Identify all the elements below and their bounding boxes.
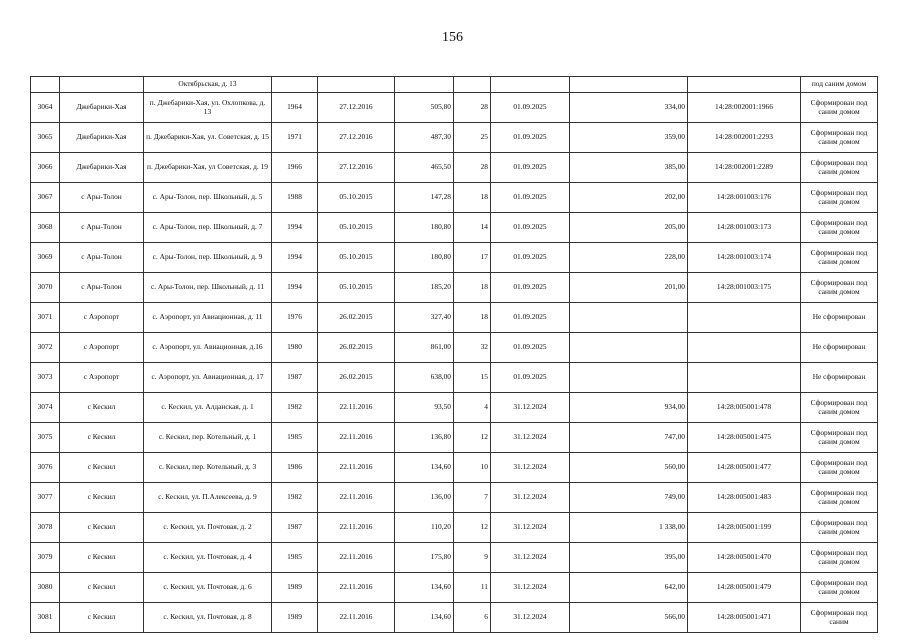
record-date-cell: 05.10.2015 <box>318 273 395 303</box>
area-cell: 505,80 <box>395 93 454 123</box>
cadastral-number-cell: 14:28:002001:1966 <box>688 93 801 123</box>
record-date-cell: 05.10.2015 <box>318 183 395 213</box>
address-cell: с. Ары-Толон, пер. Школьный, д. 11 <box>144 273 272 303</box>
row-number: 3067 <box>31 183 60 213</box>
year-built-cell: 1986 <box>272 453 318 483</box>
cadastral-number-cell: 14:28:001003:174 <box>688 243 801 273</box>
table-row <box>31 153 878 183</box>
deadline-date-cell: 01.09.2025 <box>491 183 570 213</box>
address-cell: с. Кескил, ул. Почтовая, д. 8 <box>144 603 272 633</box>
address-cell: с. Ары-Толон, пер. Школьный, д. 7 <box>144 213 272 243</box>
count-cell: 6 <box>454 603 491 633</box>
land-value-cell: 202,00 <box>570 183 688 213</box>
table-row <box>31 573 878 603</box>
row-number: 3069 <box>31 243 60 273</box>
land-value-cell: 560,00 <box>570 453 688 483</box>
address-cell: с. Аэропорт, ул Авиационная, д. 11 <box>144 303 272 333</box>
record-date-cell: 26.02.2015 <box>318 303 395 333</box>
locality-cell: с Кескил <box>60 393 144 423</box>
area-cell: 327,40 <box>395 303 454 333</box>
land-status-cell: Сформирован под саним домом <box>801 243 878 273</box>
locality-cell: Джебарики-Хая <box>60 123 144 153</box>
deadline-date-cell: 01.09.2025 <box>491 333 570 363</box>
land-value-cell: 359,00 <box>570 123 688 153</box>
table-row <box>31 183 878 213</box>
record-date-cell: 27.12.2016 <box>318 153 395 183</box>
land-value-cell: 747,00 <box>570 423 688 453</box>
deadline-date-cell: 31.12.2024 <box>491 603 570 633</box>
area-cell: 110,20 <box>395 513 454 543</box>
land-status-cell: Не сформирован <box>801 333 878 363</box>
locality-cell <box>60 77 144 93</box>
row-number: 3072 <box>31 333 60 363</box>
area-cell: 136,00 <box>395 483 454 513</box>
deadline-date-cell <box>491 77 570 93</box>
table-row <box>31 543 878 573</box>
locality-cell: с Кескил <box>60 423 144 453</box>
table-body <box>31 77 878 633</box>
record-date-cell: 22.11.2016 <box>318 393 395 423</box>
cadastral-number-cell <box>688 333 801 363</box>
deadline-date-cell: 01.09.2025 <box>491 123 570 153</box>
cadastral-number-cell: 14:28:005001:471 <box>688 603 801 633</box>
count-cell: 18 <box>454 183 491 213</box>
record-date-cell: 22.11.2016 <box>318 543 395 573</box>
locality-cell: с Ары-Толон <box>60 213 144 243</box>
count-cell: 25 <box>454 123 491 153</box>
record-date-cell: 26.02.2015 <box>318 363 395 393</box>
year-built-cell: 1976 <box>272 303 318 333</box>
locality-cell: с Кескил <box>60 453 144 483</box>
table-row <box>31 603 878 633</box>
area-cell: 487,30 <box>395 123 454 153</box>
row-number: 3080 <box>31 573 60 603</box>
locality-cell: с Аэропорт <box>60 363 144 393</box>
record-date-cell: 22.11.2016 <box>318 573 395 603</box>
address-cell: Октябрьская, д. 13 <box>144 77 272 93</box>
cadastral-number-cell: 14:28:005001:483 <box>688 483 801 513</box>
housing-registry-table <box>30 76 878 633</box>
land-value-cell <box>570 333 688 363</box>
cadastral-number-cell <box>688 363 801 393</box>
table-row <box>31 453 878 483</box>
count-cell: 17 <box>454 243 491 273</box>
record-date-cell: 26.02.2015 <box>318 333 395 363</box>
land-status-cell: Не сформирован <box>801 303 878 333</box>
year-built-cell: 1988 <box>272 183 318 213</box>
land-value-cell: 642,00 <box>570 573 688 603</box>
count-cell: 12 <box>454 423 491 453</box>
row-number: 3078 <box>31 513 60 543</box>
cadastral-number-cell: 14:28:005001:477 <box>688 453 801 483</box>
row-number: 3068 <box>31 213 60 243</box>
count-cell: 28 <box>454 153 491 183</box>
land-value-cell: 1 338,00 <box>570 513 688 543</box>
row-number: 3074 <box>31 393 60 423</box>
address-cell: п. Джебарики-Хая, ул. Советская, д. 15 <box>144 123 272 153</box>
cadastral-number-cell: 14:28:002001:2293 <box>688 123 801 153</box>
locality-cell: Джебарики-Хая <box>60 153 144 183</box>
table-row <box>31 273 878 303</box>
row-number: 3071 <box>31 303 60 333</box>
count-cell: 28 <box>454 93 491 123</box>
locality-cell: с Ары-Толон <box>60 273 144 303</box>
address-cell: с. Ары-Толон, пер. Школьный, д. 5 <box>144 183 272 213</box>
area-cell: 185,20 <box>395 273 454 303</box>
count-cell: 12 <box>454 513 491 543</box>
deadline-date-cell: 31.12.2024 <box>491 513 570 543</box>
address-cell: с. Кескил, ул. Алданская, д. 1 <box>144 393 272 423</box>
record-date-cell: 05.10.2015 <box>318 243 395 273</box>
row-number <box>31 77 60 93</box>
area-cell <box>395 77 454 93</box>
area-cell: 134,60 <box>395 453 454 483</box>
table-row <box>31 363 878 393</box>
row-number: 3070 <box>31 273 60 303</box>
locality-cell: с Аэропорт <box>60 303 144 333</box>
year-built-cell: 1987 <box>272 513 318 543</box>
cadastral-number-cell: 14:28:001003:175 <box>688 273 801 303</box>
table-row <box>31 243 878 273</box>
cadastral-number-cell: 14:28:001003:176 <box>688 183 801 213</box>
record-date-cell <box>318 77 395 93</box>
cadastral-number-cell: 14:28:005001:470 <box>688 543 801 573</box>
cadastral-number-cell <box>688 77 801 93</box>
land-value-cell: 749,00 <box>570 483 688 513</box>
year-built-cell: 1982 <box>272 483 318 513</box>
record-date-cell: 22.11.2016 <box>318 453 395 483</box>
area-cell: 175,80 <box>395 543 454 573</box>
deadline-date-cell: 01.09.2025 <box>491 303 570 333</box>
address-cell: с. Кескил, ул. Почтовая, д. 4 <box>144 543 272 573</box>
deadline-date-cell: 31.12.2024 <box>491 483 570 513</box>
land-status-cell: Сформирован под саним домом <box>801 93 878 123</box>
page-number: 156 <box>442 30 463 45</box>
year-built-cell: 1982 <box>272 393 318 423</box>
land-status-cell: Сформирован под саним домом <box>801 153 878 183</box>
cadastral-number-cell: 14:28:005001:475 <box>688 423 801 453</box>
year-built-cell: 1989 <box>272 573 318 603</box>
address-cell: п. Джебарики-Хая, ул. Охлопкова, д. 13 <box>144 93 272 123</box>
area-cell: 136,80 <box>395 423 454 453</box>
land-value-cell <box>570 77 688 93</box>
count-cell: 10 <box>454 453 491 483</box>
land-status-cell: Сформирован под саним домом <box>801 183 878 213</box>
address-cell: с. Аэропорт, ул. Авиационная, д. 17 <box>144 363 272 393</box>
address-cell: п. Джебарики-Хая, ул Советская, д. 19 <box>144 153 272 183</box>
land-value-cell: 566,00 <box>570 603 688 633</box>
deadline-date-cell: 01.09.2025 <box>491 243 570 273</box>
deadline-date-cell: 01.09.2025 <box>491 213 570 243</box>
address-cell: с. Кескил, пер. Котельный, д. 3 <box>144 453 272 483</box>
deadline-date-cell: 01.09.2025 <box>491 93 570 123</box>
table-row <box>31 483 878 513</box>
count-cell: 7 <box>454 483 491 513</box>
deadline-date-cell: 31.12.2024 <box>491 393 570 423</box>
land-value-cell: 934,00 <box>570 393 688 423</box>
count-cell: 11 <box>454 573 491 603</box>
row-number: 3073 <box>31 363 60 393</box>
year-built-cell: 1994 <box>272 273 318 303</box>
table-row <box>31 93 878 123</box>
area-cell: 465,50 <box>395 153 454 183</box>
count-cell: 9 <box>454 543 491 573</box>
area-cell: 93,50 <box>395 393 454 423</box>
locality-cell: с Кескил <box>60 573 144 603</box>
year-built-cell: 1964 <box>272 93 318 123</box>
land-status-cell: Сформирован под саним <box>801 603 878 633</box>
row-number: 3075 <box>31 423 60 453</box>
record-date-cell: 27.12.2016 <box>318 93 395 123</box>
land-value-cell: 334,00 <box>570 93 688 123</box>
cadastral-number-cell: 14:28:002001:2289 <box>688 153 801 183</box>
area-cell: 861,00 <box>395 333 454 363</box>
locality-cell: с Кескил <box>60 513 144 543</box>
year-built-cell: 1989 <box>272 603 318 633</box>
table-row <box>31 123 878 153</box>
land-status-cell: Сформирован под саним домом <box>801 543 878 573</box>
locality-cell: с Кескил <box>60 483 144 513</box>
count-cell: 4 <box>454 393 491 423</box>
record-date-cell: 22.11.2016 <box>318 513 395 543</box>
deadline-date-cell: 31.12.2024 <box>491 423 570 453</box>
year-built-cell <box>272 77 318 93</box>
area-cell: 180,80 <box>395 213 454 243</box>
area-cell: 147,28 <box>395 183 454 213</box>
area-cell: 134,60 <box>395 573 454 603</box>
count-cell: 18 <box>454 303 491 333</box>
land-status-cell: под саним домом <box>801 77 878 93</box>
deadline-date-cell: 31.12.2024 <box>491 573 570 603</box>
land-status-cell: Сформирован под саним домом <box>801 573 878 603</box>
land-value-cell: 385,00 <box>570 153 688 183</box>
table-row <box>31 393 878 423</box>
address-cell: с. Ары-Толон, пер. Школьный, д. 9 <box>144 243 272 273</box>
row-number: 3077 <box>31 483 60 513</box>
year-built-cell: 1980 <box>272 333 318 363</box>
table-row <box>31 333 878 363</box>
row-number: 3066 <box>31 153 60 183</box>
year-built-cell: 1994 <box>272 213 318 243</box>
land-status-cell: Сформирован под саним домом <box>801 513 878 543</box>
locality-cell: Джебарики-Хая <box>60 93 144 123</box>
locality-cell: с Аэропорт <box>60 333 144 363</box>
locality-cell: с Ары-Толон <box>60 243 144 273</box>
table-row <box>31 513 878 543</box>
year-built-cell: 1971 <box>272 123 318 153</box>
count-cell: 15 <box>454 363 491 393</box>
record-date-cell: 22.11.2016 <box>318 483 395 513</box>
locality-cell: с Кескил <box>60 543 144 573</box>
land-status-cell: Сформирован под саним домом <box>801 483 878 513</box>
cadastral-number-cell: 14:28:005001:199 <box>688 513 801 543</box>
record-date-cell: 27.12.2016 <box>318 123 395 153</box>
year-built-cell: 1994 <box>272 243 318 273</box>
locality-cell: с Кескил <box>60 603 144 633</box>
area-cell: 180,80 <box>395 243 454 273</box>
record-date-cell: 22.11.2016 <box>318 603 395 633</box>
address-cell: с. Кескил, пер. Котельный, д. 1 <box>144 423 272 453</box>
row-number: 3065 <box>31 123 60 153</box>
table-row <box>31 77 878 93</box>
cadastral-number-cell: 14:28:005001:478 <box>688 393 801 423</box>
address-cell: с. Аэропорт, ул. Авиационная, д.16 <box>144 333 272 363</box>
count-cell: 14 <box>454 213 491 243</box>
count-cell: 32 <box>454 333 491 363</box>
count-cell <box>454 77 491 93</box>
row-number: 3081 <box>31 603 60 633</box>
row-number: 3064 <box>31 93 60 123</box>
deadline-date-cell: 01.09.2025 <box>491 273 570 303</box>
deadline-date-cell: 01.09.2025 <box>491 363 570 393</box>
area-cell: 134,60 <box>395 603 454 633</box>
cadastral-number-cell <box>688 303 801 333</box>
year-built-cell: 1987 <box>272 363 318 393</box>
record-date-cell: 22.11.2016 <box>318 423 395 453</box>
land-status-cell: Сформирован под саним домом <box>801 123 878 153</box>
row-number: 3076 <box>31 453 60 483</box>
land-status-cell: Сформирован под саним домом <box>801 423 878 453</box>
land-status-cell: Сформирован под саним домом <box>801 213 878 243</box>
land-value-cell <box>570 303 688 333</box>
land-value-cell: 201,00 <box>570 273 688 303</box>
record-date-cell: 05.10.2015 <box>318 213 395 243</box>
land-value-cell: 228,00 <box>570 243 688 273</box>
year-built-cell: 1985 <box>272 543 318 573</box>
year-built-cell: 1985 <box>272 423 318 453</box>
address-cell: с. Кескил, ул. Почтовая, д. 2 <box>144 513 272 543</box>
land-status-cell: Сформирован под саним домом <box>801 393 878 423</box>
cadastral-number-cell: 14:28:001003:173 <box>688 213 801 243</box>
land-value-cell: 205,00 <box>570 213 688 243</box>
year-built-cell: 1966 <box>272 153 318 183</box>
land-value-cell: 395,00 <box>570 543 688 573</box>
table-row <box>31 303 878 333</box>
cadastral-number-cell: 14:28:005001:479 <box>688 573 801 603</box>
table-row <box>31 213 878 243</box>
land-status-cell: Сформирован под саним домом <box>801 453 878 483</box>
land-value-cell <box>570 363 688 393</box>
address-cell: с. Кескил, ул. П.Алексеева, д. 9 <box>144 483 272 513</box>
deadline-date-cell: 01.09.2025 <box>491 153 570 183</box>
address-cell: с. Кескил, ул. Почтовая, д. 6 <box>144 573 272 603</box>
table-row <box>31 423 878 453</box>
count-cell: 18 <box>454 273 491 303</box>
land-status-cell: Не сформирован <box>801 363 878 393</box>
deadline-date-cell: 31.12.2024 <box>491 453 570 483</box>
row-number: 3079 <box>31 543 60 573</box>
land-status-cell: Сформирован под саним домом <box>801 273 878 303</box>
locality-cell: с Ары-Толон <box>60 183 144 213</box>
area-cell: 638,00 <box>395 363 454 393</box>
deadline-date-cell: 31.12.2024 <box>491 543 570 573</box>
